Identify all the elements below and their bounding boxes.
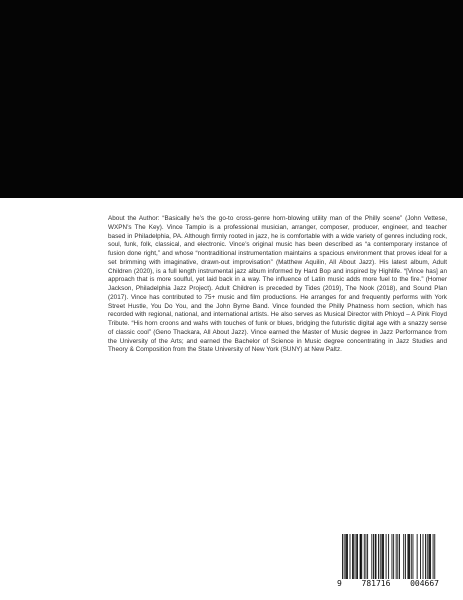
barcode-bar [375,534,376,579]
barcode-digits-right: 004667 [410,579,439,588]
barcode-bar [378,534,379,579]
barcode-bar [371,534,372,579]
barcode-bar [393,534,394,579]
author-bio: About the Author: “Basically he’s the go-to cross-genre horn-blowing utility man of the Philly scene” (John Vettese, WXPN’s The Key). Vince Tampio is a professional musician, arranger, composer, producer, engineer, and teacher based in Philadelphia, PA. Although firmly rooted in jazz, he is comfortable with a wide variety of genres including rock, soul, funk, folk, classical, and electronic. Vince’s original music has been described as “a contemporary instance of fusion done right,” and whose “nontraditional instrumentation maintains a spacious environment that proves ideal for a set brimming with imaginative, drawn-out improvisation” (Matthew Aquilin, All About Jazz). His latest album, Adult Children (2020), is a full length instrumental jazz album informed by Hard Bop and inspired by Highlife. “[Vince has] an approach that is more soulful, yet laid back in a way. The influence of Latin music adds more fuel to the fire.” (Homer Jackson, Philadelphia Jazz Project). Adult Children is preceded by Tides (2019), The Nook (2018), and Sound Plan (2017). Vince has contributed to 75+ music and film productions. He arranges for and frequently performs with York Street Hustle, You Do You, and the John Byrne Band. Vince founded the Philly Phatness horn section, which has recorded with regional, national, and international artists. He also serves as Musical Director with Phloyd – A Pink Floyd Tribute. “His horn croons and wahs with touches of funk or blues, bridging the futuristic digital age with a snazzy sense of classic cool” (Geno Thackara, All About Jazz). Vince earned the Master of Music degree in Jazz Performance from the University of the Arts; and earned the Bachelor of Science in Music degree concentrating in Jazz Studies and Theory & Composition from the State University of New York (SUNY) at New Paltz. [108,215,447,354]
barcode-bar [430,534,431,579]
barcode-bar [386,534,387,579]
barcode-bar [364,534,365,579]
barcode-bar [417,534,418,579]
barcode-bar [407,534,408,579]
barcode-bar [355,534,356,579]
barcode-bar [392,534,393,579]
barcode-bar [346,534,347,579]
barcode-bar [399,534,400,579]
barcode-bar [350,534,351,579]
barcode-bar [429,534,430,579]
barcode-bar [396,534,397,579]
barcode-bar [409,534,410,579]
barcode-bar [356,534,357,579]
barcode-bar [360,534,361,579]
barcode-bar [373,534,374,579]
barcode-digit-lead: 9 [337,579,342,588]
barcode-bar [382,534,383,579]
barcode-bars [335,533,441,579]
barcode-bar [397,534,398,579]
barcode-bar [342,534,343,579]
barcode-number [335,579,441,589]
isbn-barcode [335,533,441,589]
barcode-bar [408,534,409,579]
barcode-bar [405,534,406,579]
barcode-digits-left: 781716 [361,579,391,588]
barcode-bar [420,534,421,579]
barcode-bar [427,534,428,579]
barcode-bar [345,534,346,579]
barcode-bar [434,534,435,579]
barcode-bar [366,534,367,579]
barcode-bar [388,534,389,579]
barcode-bar [352,534,353,579]
barcode-bar [360,534,361,579]
cover-black-panel [0,0,463,198]
barcode-bar [428,534,429,579]
barcode-bar [423,534,424,579]
barcode-bar [433,534,434,579]
barcode-bar [381,534,382,579]
barcode-bar [376,534,377,579]
barcode-bar [357,534,358,579]
barcode-bar [425,534,426,579]
barcode-bar [403,534,404,579]
barcode-bar [347,534,348,579]
barcode-bar [413,534,414,579]
barcode-bar [353,534,354,579]
barcode-bar [380,534,381,579]
barcode-bar [361,534,362,579]
barcode-bar [383,534,384,579]
barcode-bar [344,534,345,579]
barcode-bar [367,534,368,579]
barcode-bar [411,534,412,579]
